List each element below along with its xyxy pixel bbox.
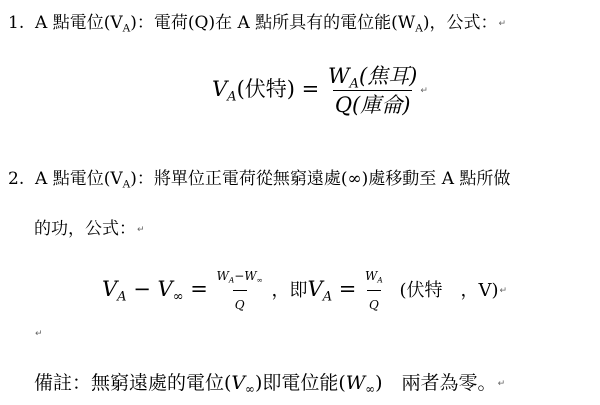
- note-line: [34, 370, 505, 397]
- item-1-text-b: )：電荷(Q)在 A 點所具有的電位能(W: [130, 13, 416, 33]
- paragraph-mark: ↵: [420, 85, 428, 96]
- formula-2-vinf: $V_\infty$: [157, 277, 184, 305]
- paragraph-mark: ↵: [35, 328, 43, 339]
- item-2-formula: [102, 262, 507, 319]
- item-2-text-b: )：將單位正電荷從無窮遠處(∞)處移動至 A 點所做: [130, 169, 511, 189]
- item-2-text-line-2: [34, 218, 145, 241]
- empty-paragraph: [34, 322, 43, 345]
- item-2-line-2: 的功，公式：: [34, 219, 136, 239]
- item-1-text-c: )，公式：: [422, 13, 498, 33]
- formula-2-ji: ，即: [271, 280, 308, 301]
- item-2-number: 2.: [8, 169, 25, 189]
- item-1-sub-a: A: [122, 22, 131, 35]
- paragraph-mark: ↵: [497, 379, 506, 389]
- formula-2-equals: =: [183, 277, 215, 301]
- formula-2-va2: $V_A$: [307, 277, 333, 305]
- formula-1-lhs: $V_A$: [212, 77, 237, 105]
- formula-2-equals-2: =: [332, 277, 364, 301]
- note-w-inf: $W_\infty$: [345, 372, 376, 397]
- paragraph-mark: ↵: [498, 18, 507, 29]
- item-1-sub-b: A: [415, 22, 423, 35]
- formula-1-numerator: $W_A$(焦耳): [327, 64, 418, 92]
- paragraph-mark: ↵: [137, 224, 145, 235]
- formula-2-minus: −: [126, 277, 158, 301]
- item-1-text-a: A 點電位(V: [35, 13, 123, 33]
- note-text-c: ) 兩者為零。: [375, 372, 497, 394]
- formula-1-fraction: [326, 62, 419, 119]
- item-1-number: 1.: [8, 13, 25, 33]
- formula-2-fraction-2: [363, 262, 385, 319]
- formula-2-frac1-denominator: Q: [233, 290, 247, 319]
- item-1-formula: [212, 62, 428, 119]
- formula-1-denominator: Q(庫侖): [333, 90, 413, 119]
- formula-1-lhs-unit: (伏特) =: [236, 77, 320, 101]
- formula-2-frac2-numerator: $W_A$: [365, 269, 383, 285]
- formula-2-frac2-denominator: Q: [367, 290, 381, 319]
- note-v-inf: $V_\infty$: [231, 372, 255, 397]
- formula-2-fraction-1: [215, 262, 265, 319]
- item-2-sub: A: [122, 178, 131, 191]
- item-2-text-a: A 點電位(V: [35, 169, 123, 189]
- item-1-text: [8, 12, 506, 35]
- note-text-b: )即電位能(: [254, 372, 346, 394]
- item-2-text-line-1: [8, 168, 510, 190]
- formula-2-va: $V_A$: [102, 277, 127, 305]
- formula-2-frac1-numerator: $W_A-W_\infty$: [216, 269, 263, 285]
- formula-2-unit: (伏特 ，V): [399, 280, 499, 301]
- paragraph-mark: ↵: [499, 285, 508, 296]
- note-text-a: 備註：無窮遠處的電位(: [34, 372, 232, 394]
